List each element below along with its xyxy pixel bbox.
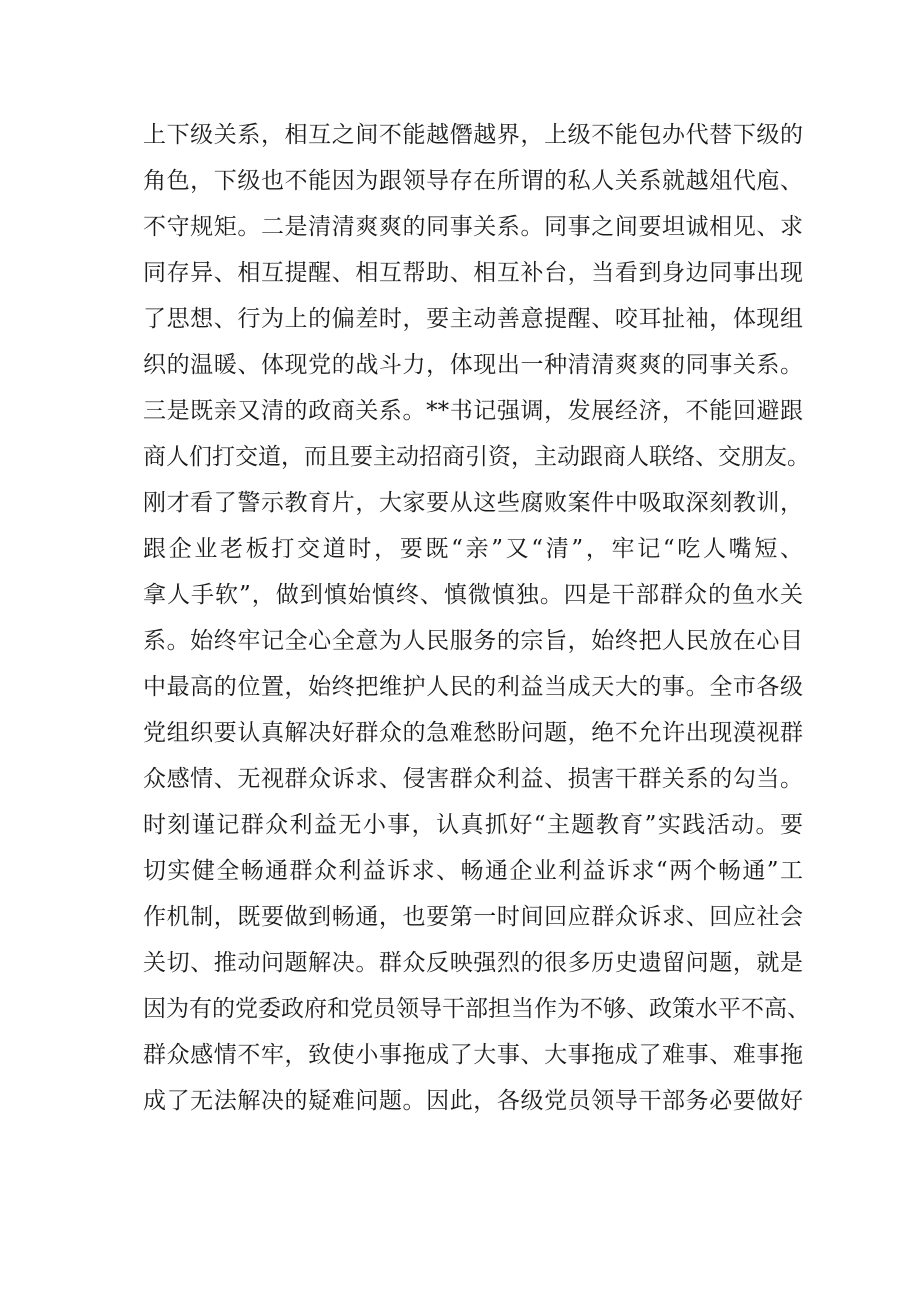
text-line-3: 不守规矩。二是清清爽爽的同事关系。同事之间要坦诚相见、求: [143, 214, 803, 240]
text-line-18: 作机制，既要做到畅通，也要第一时间回应群众诉求、回应社会: [143, 904, 803, 930]
text-line-14: 党组织要认真解决好群众的急难愁盼问题，绝不允许出现漠视群: [143, 720, 803, 746]
text-line-7: 三是既亲又清的政商关系。**书记强调，发展经济，不能回避跟: [143, 398, 803, 424]
text-line-15: 众感情、无视群众诉求、侵害群众利益、损害干群关系的勾当。: [143, 766, 803, 792]
body-paragraph: [143, 112, 810, 1124]
text-line-1: 上下级关系，相互之间不能越僭越界，上级不能包办代替下级的: [143, 122, 803, 148]
text-line-12: 系。始终牢记全心全意为人民服务的宗旨，始终把人民放在心目: [143, 628, 803, 654]
text-line-16: 时刻谨记群众利益无小事，认真抓好“主题教育”实践活动。要: [143, 812, 803, 838]
text-line-4: 同存异、相互提醒、相互帮助、相互补台，当看到身边同事出现: [143, 260, 803, 286]
text-line-5: 了思想、行为上的偏差时，要主动善意提醒、咬耳扯袖，体现组: [143, 306, 803, 332]
text-line-2: 角色，下级也不能因为跟领导存在所谓的私人关系就越俎代庖、: [143, 168, 803, 194]
text-line-13: 中最高的位置，始终把维护人民的利益当成天大的事。全市各级: [143, 674, 803, 700]
text-line-17: 切实健全畅通群众利益诉求、畅通企业利益诉求“两个畅通”工: [143, 858, 803, 884]
text-line-19: 关切、推动问题解决。群众反映强烈的很多历史遗留问题，就是: [143, 950, 803, 976]
text-line-22: 成了无法解决的疑难问题。因此，各级党员领导干部务必要做好: [143, 1088, 803, 1114]
text-line-6: 织的温暖、体现党的战斗力，体现出一种清清爽爽的同事关系。: [143, 352, 803, 378]
text-line-10: 跟企业老板打交道时，要既“亲”又“清”，牢记“吃人嘴短、: [143, 536, 803, 562]
text-line-11: 拿人手软”，做到慎始慎终、慎微慎独。四是干部群众的鱼水关: [143, 582, 803, 608]
text-line-8: 商人们打交道，而且要主动招商引资，主动跟商人联络、交朋友。: [143, 444, 810, 470]
text-line-9: 刚才看了警示教育片，大家要从这些腐败案件中吸取深刻教训，: [143, 490, 803, 516]
text-line-20: 因为有的党委政府和党员领导干部担当作为不够、政策水平不高、: [143, 996, 810, 1022]
text-line-21: 群众感情不牢，致使小事拖成了大事、大事拖成了难事、难事拖: [143, 1042, 803, 1068]
